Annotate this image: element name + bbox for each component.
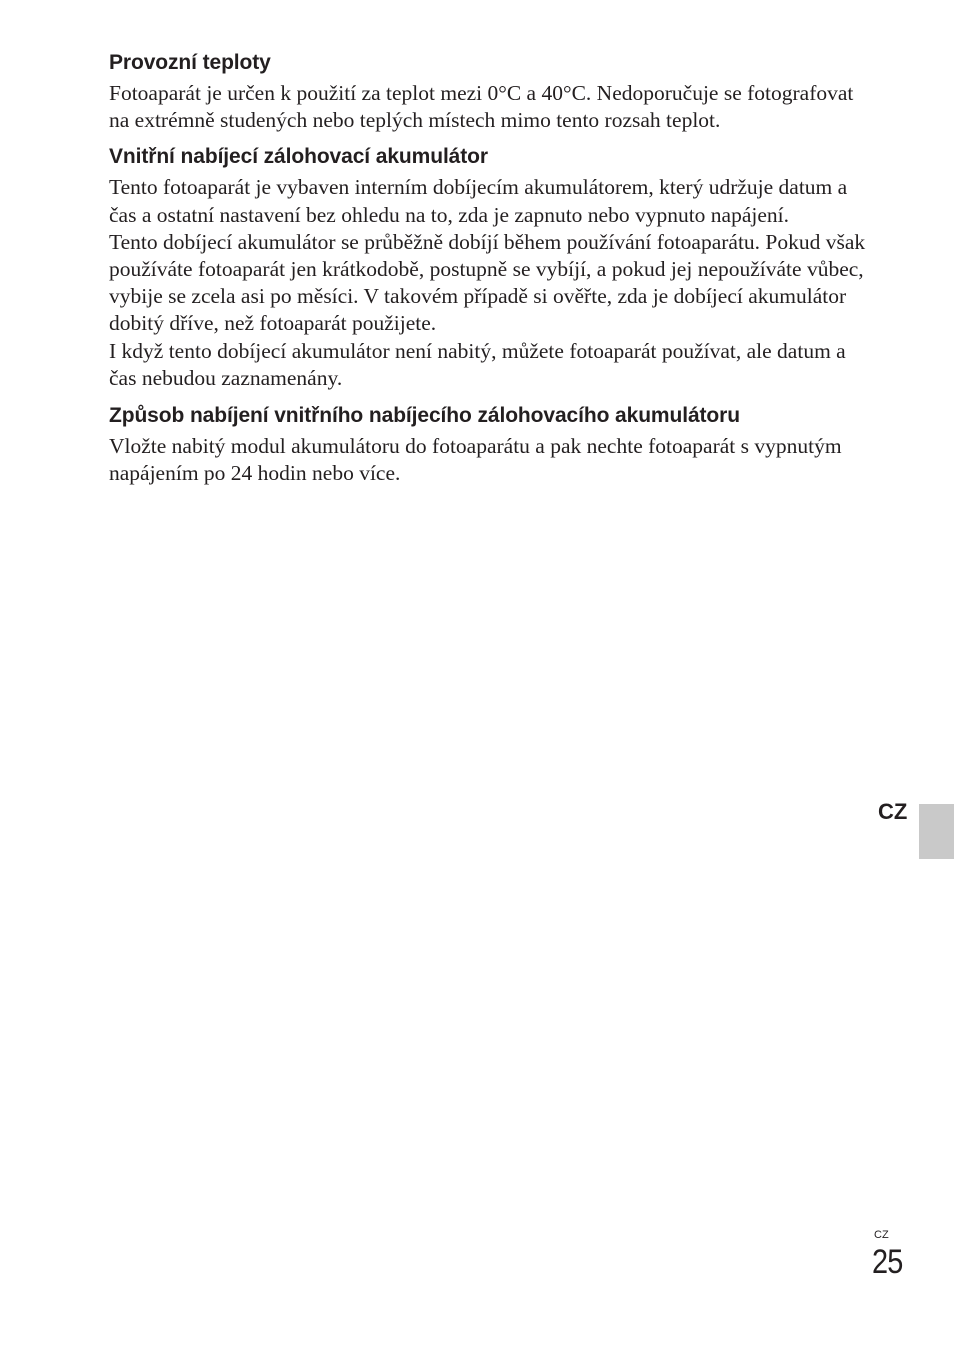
paragraph-operating-temperatures: Fotoaparát je určen k použití za teplot mezi 0°C a 40°C. Nedoporučuje se fotografovat na extrémně studených nebo teplých místech mimo tento rozsah teplot.: [109, 81, 854, 133]
paragraph-backup-battery-1: Tento fotoaparát je vybaven interním dobíjecím akumulátorem, který udržuje datum a čas a ostatní nastavení bez ohledu na to, zda je zapnuto nebo vypnuto napájení.: [109, 175, 848, 227]
language-side-tab: [919, 804, 954, 859]
page-number: 25: [872, 1243, 903, 1281]
section-heading-backup-battery: Vnitřní nabíjecí zálohovací akumulátor: [109, 145, 488, 169]
paragraph-backup-battery-2: Tento dobíjecí akumulátor se průběžně dobíjí během používání fotoaparátu. Pokud však používáte fotoaparát jen krátkodobě, postupně se vybíjí, a pokud jej nepoužíváte vůbec, vybije se zcela asi po měsíci. V takovém případě si ověřte, zda je dobíjecí akumulátor dobitý dříve, než fotoaparát použijete.: [109, 229, 866, 336]
paragraph-charging-method: Vložte nabitý modul akumulátoru do fotoaparátu a pak nechte fotoaparát s vypnutým napájením po 24 hodin nebo více.: [109, 434, 842, 486]
language-tab-label: CZ: [878, 799, 908, 824]
section-heading-operating-temperatures: Provozní teploty: [109, 51, 271, 74]
paragraph-backup-battery-3: I když tento dobíjecí akumulátor není nabitý, můžete fotoaparát používat, ale datum a čas nebudou zaznamenány.: [109, 338, 846, 390]
section-heading-charging-method: Způsob nabíjení vnitřního nabíjecího zálohovacího akumulátoru: [109, 404, 740, 428]
footer-language-code: CZ: [874, 1229, 889, 1241]
page-content: [109, 48, 869, 487]
